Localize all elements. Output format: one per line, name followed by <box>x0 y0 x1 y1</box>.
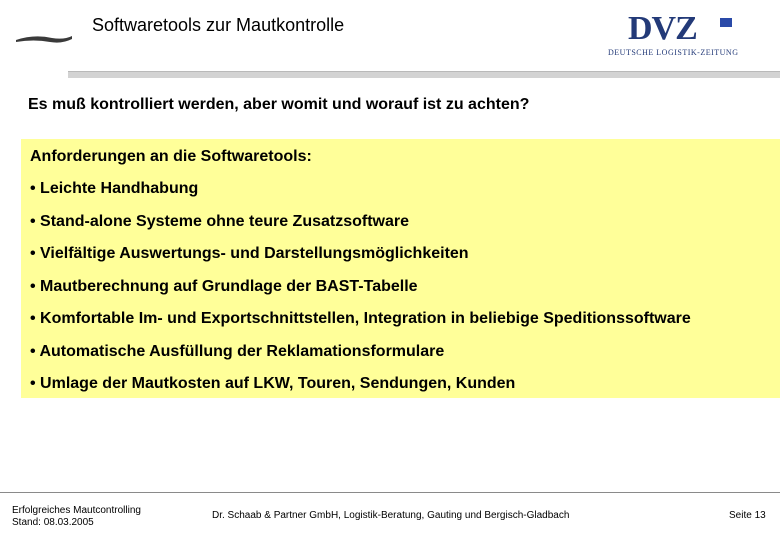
list-item: • Automatische Ausfüllung der Reklamationsformulare <box>30 342 445 360</box>
page-number: Seite 13 <box>729 510 766 521</box>
requirements-panel <box>21 139 780 398</box>
header-divider <box>68 71 780 78</box>
footer-document-title: Erfolgreiches Mautcontrolling <box>12 505 141 516</box>
eu-flag-icon <box>720 18 732 27</box>
requirements-list <box>30 179 691 407</box>
footer-divider <box>0 492 780 493</box>
slide-title: Softwaretools zur Mautkontrolle <box>92 15 345 35</box>
footer-left <box>12 505 141 529</box>
question-heading: Es muß kontrolliert werden, aber womit und worauf ist zu achten? <box>28 96 530 113</box>
list-item: • Komfortable Im- und Exportschnittstellen, Integration in beliebige Speditionssoftware <box>30 310 691 327</box>
list-item: • Leichte Handhabung <box>30 180 199 197</box>
logo-subtitle: DEUTSCHE LOGISTIK-ZEITUNG <box>608 48 739 57</box>
footer-date: Stand: 08.03.2005 <box>12 517 94 528</box>
list-item: • Mautberechnung auf Grundlage der BAST-Tabelle <box>30 277 418 295</box>
list-item: • Umlage der Mautkosten auf LKW, Touren, Sendungen, Kunden <box>30 375 516 392</box>
logo-letters: DVZ <box>628 10 697 47</box>
dvz-logo <box>580 12 750 60</box>
swoosh-logo-icon <box>14 30 74 48</box>
footer-company: Dr. Schaab & Partner GmbH, Logistik-Beratung, Gauting und Bergisch-Gladbach <box>212 510 570 521</box>
list-item: • Stand-alone Systeme ohne teure Zusatzsoftware <box>30 212 410 230</box>
list-item: • Vielfältige Auswertungs- und Darstellungsmöglichkeiten <box>30 245 469 262</box>
panel-heading: Anforderungen an die Softwaretools: <box>30 148 312 165</box>
